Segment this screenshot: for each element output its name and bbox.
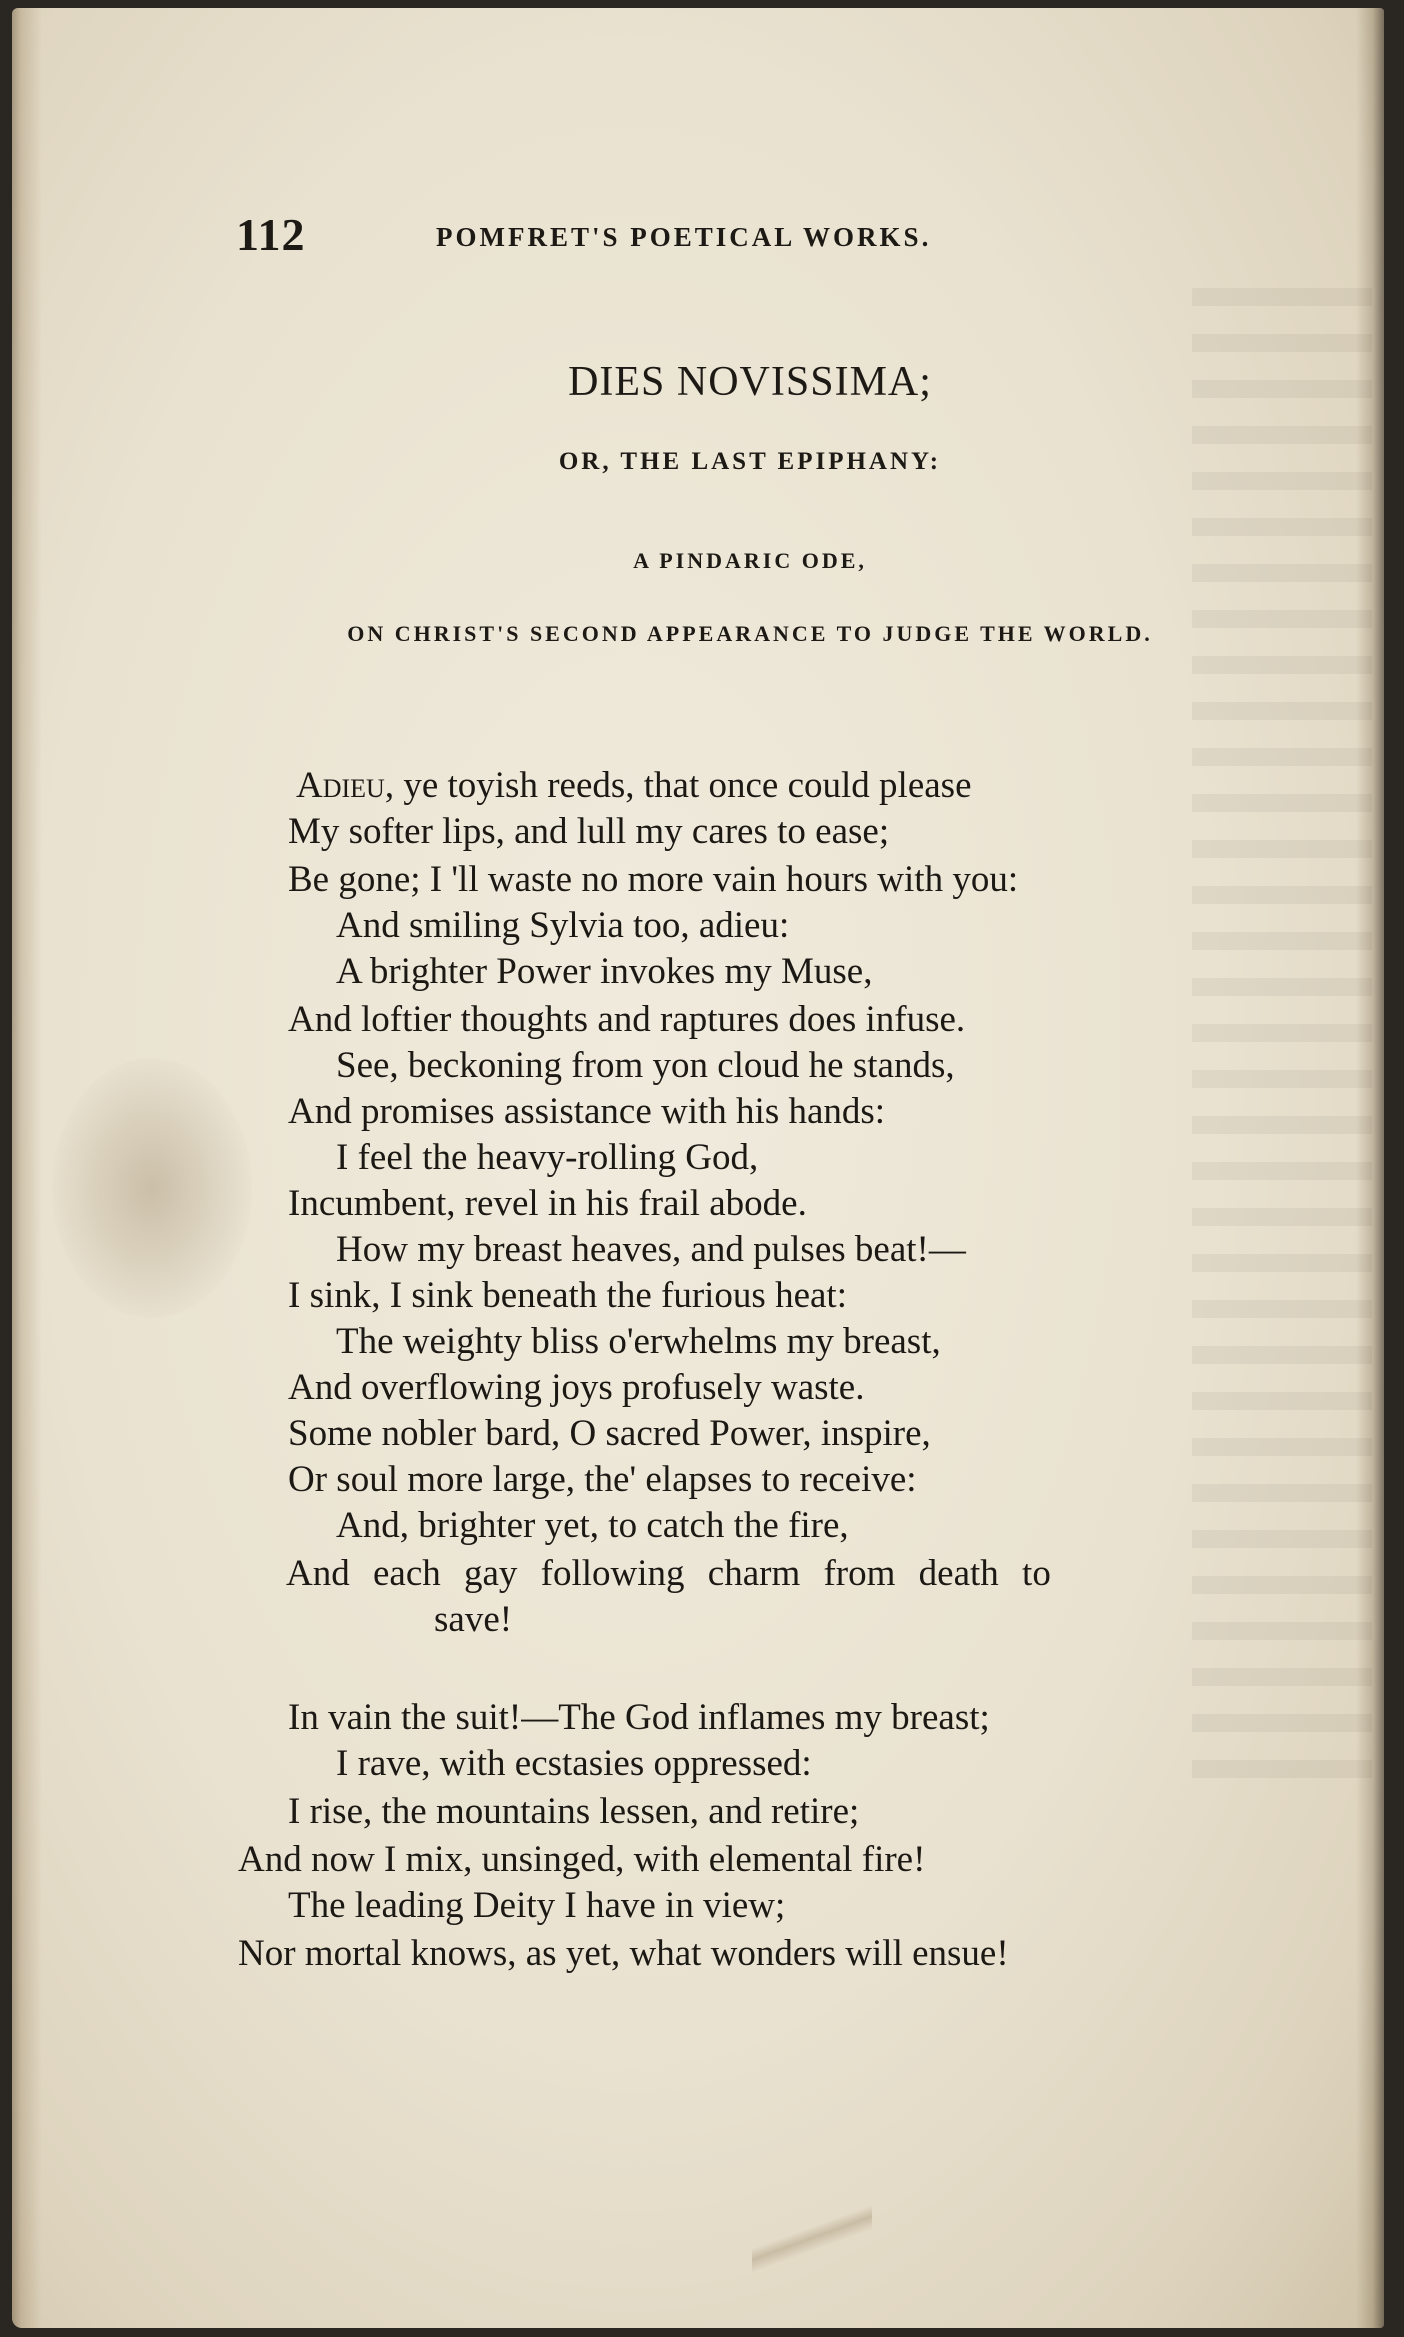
page-edge-shadow-left — [12, 8, 42, 2328]
poem-line: I feel the heavy-rolling God, — [336, 1137, 759, 1178]
poem-line: Be gone; I 'll waste no more vain hours with you: — [288, 859, 1019, 900]
poem-line: And, brighter yet, to catch the fire, — [336, 1505, 849, 1546]
foxing-stain — [52, 1058, 252, 1318]
poem-line: In vain the suit!—The God inflames my breast; — [288, 1697, 990, 1738]
poem-line: Some nobler bard, O sacred Power, inspire, — [288, 1413, 931, 1454]
page-number: 112 — [236, 209, 306, 260]
poem-line: And each gay following charm from death to — [286, 1553, 1051, 1594]
drop-word: Adieu, — [296, 765, 395, 806]
poem-line: And loftier thoughts and raptures does infuse. — [288, 999, 966, 1040]
poem-line: A brighter Power invokes my Muse, — [336, 951, 873, 992]
poem-line: And smiling Sylvia too, adieu: — [336, 905, 790, 946]
poem-line: I sink, I sink beneath the furious heat: — [288, 1275, 847, 1316]
poem-line: Or soul more large, the' elapses to receive: — [288, 1459, 917, 1500]
poem-line: The weighty bliss o'erwhelms my breast, — [336, 1321, 941, 1362]
line-text: ye toyish reeds, that once could please — [394, 765, 972, 806]
poem-line: And promises assistance with his hands: — [288, 1091, 886, 1132]
poem-title: DIES NOVISSIMA; — [568, 359, 932, 405]
poem-line: save! — [434, 1599, 513, 1640]
poem-line — [296, 762, 972, 810]
poem-line: See, beckoning from yon cloud he stands, — [336, 1045, 955, 1086]
poem-line: How my breast heaves, and pulses beat!— — [336, 1229, 966, 1270]
poem-line: Incumbent, revel in his frail abode. — [288, 1183, 807, 1224]
poem-line: I rise, the mountains lessen, and retire; — [288, 1791, 860, 1832]
page-crease — [752, 2148, 872, 2328]
poem-line: I rave, with ecstasies oppressed: — [336, 1743, 812, 1784]
running-header — [236, 208, 1236, 268]
poem-form: A PINDARIC ODE, — [633, 548, 867, 573]
poem-line: Nor mortal knows, as yet, what wonders will ensue! — [238, 1933, 1009, 1974]
running-title: POMFRET'S POETICAL WORKS. — [436, 222, 932, 252]
poem-occasion: ON CHRIST'S SECOND APPEARANCE TO JUDGE THE WORLD. — [347, 621, 1153, 646]
poem-subtitle: OR, THE LAST EPIPHANY: — [558, 448, 942, 475]
poem-line: And overflowing joys profusely waste. — [288, 1367, 865, 1408]
bleed-through-text — [1192, 288, 1372, 1788]
poem-line: My softer lips, and lull my cares to ease; — [288, 811, 890, 852]
poem-line: The leading Deity I have in view; — [288, 1885, 786, 1926]
poem-line: And now I mix, unsinged, with elemental fire! — [238, 1839, 926, 1880]
